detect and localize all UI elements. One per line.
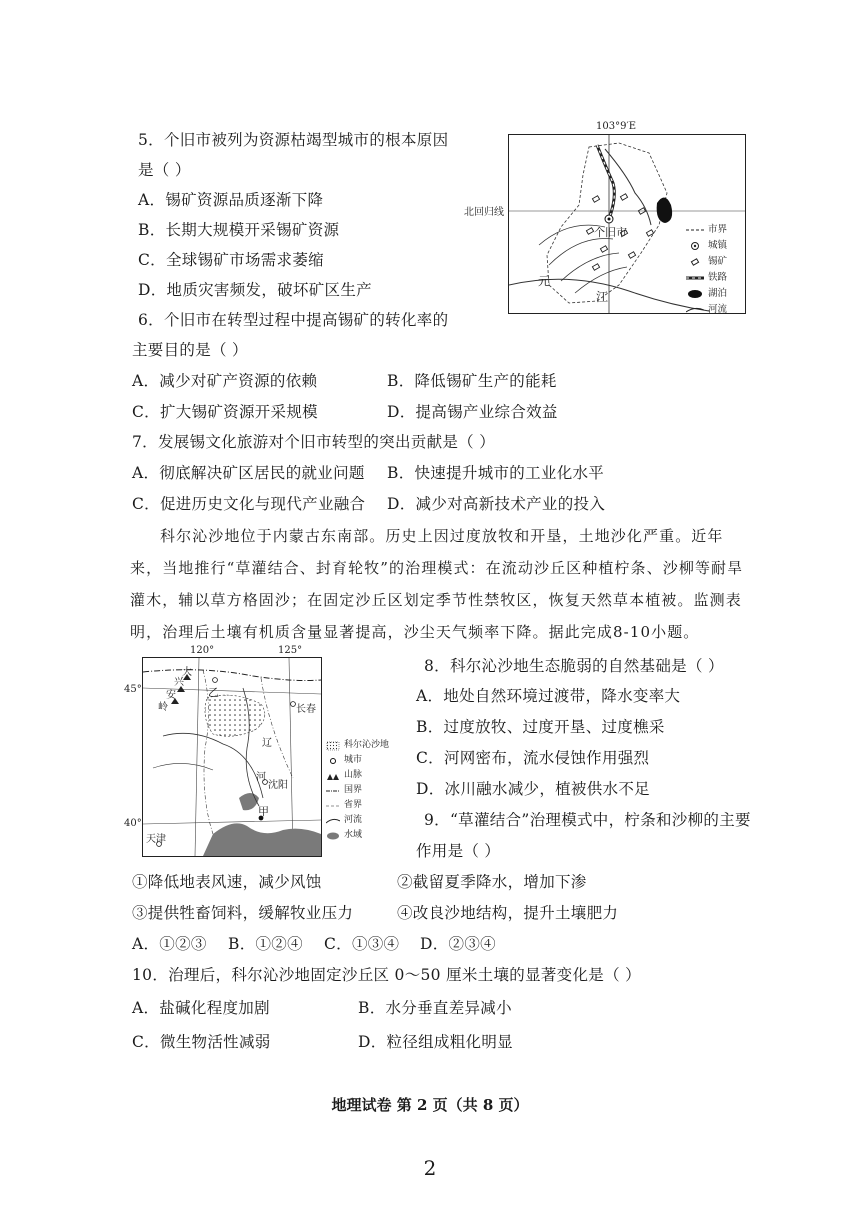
q9-statement-1: ①降低地表风速，减少风蚀 xyxy=(132,873,322,891)
q10-stem: 10．治理后，科尔沁沙地固定沙丘区 0～50 厘米土壤的显著变化是（ ） xyxy=(132,966,641,984)
q6-option-c: C．扩大锡矿资源开采规模 xyxy=(132,403,318,421)
map2-legend xyxy=(326,738,389,843)
q9-stem-line2: 作用是（ ） xyxy=(416,842,501,860)
map2-place-tianjin: 天津 xyxy=(146,834,166,845)
legend-tin-mine: 锡矿 xyxy=(708,256,728,267)
legend-railway: 铁路 xyxy=(708,272,728,283)
q8-option-b: B．过度放牧、过度开垦、过度樵采 xyxy=(416,718,665,736)
legend-water: 水域 xyxy=(344,830,363,840)
map2-lon-120-label: 120° xyxy=(190,645,215,656)
map2-place-liao: 辽 xyxy=(262,738,272,749)
q5-stem-line2: 是（ ） xyxy=(138,161,191,179)
q9-stem-line1: 9．“草灌结合”治理模式中，柠条和沙柳的主要 xyxy=(424,811,751,829)
map1-legend xyxy=(686,222,727,318)
q8-option-c: C．河网密布，流水侵蚀作用强烈 xyxy=(416,749,650,767)
q9-statement-2: ②截留夏季降水，增加下渗 xyxy=(397,873,587,891)
map2-place-yi: 乙 xyxy=(208,686,219,699)
map2-lat-40-label: 40° xyxy=(124,818,142,829)
map2-place-jia: 甲 xyxy=(258,805,269,818)
q8-option-d: D．冰川融水减少，植被供水不足 xyxy=(416,780,650,798)
q6-option-d: D．提高锡产业综合效益 xyxy=(387,403,558,421)
legend-town: 城镇 xyxy=(708,240,728,251)
page-number: 2 xyxy=(423,1156,437,1180)
legend-mountain: 山脉 xyxy=(344,770,363,780)
q5-option-b: B．长期大规模开采锡矿资源 xyxy=(138,221,340,239)
map2-place-shenyang: 沈阳 xyxy=(268,780,288,791)
q6-stem-line2: 主要目的是（ ） xyxy=(132,341,248,359)
map1-river-char1: 元 xyxy=(538,274,551,288)
q9-option-b: B．①②④ xyxy=(228,935,303,953)
map2-place-he: 河 xyxy=(256,772,266,783)
q10-option-b: B．水分垂直差异减小 xyxy=(358,999,512,1017)
legend-city-boundary: 市界 xyxy=(708,224,728,235)
map1-river-char2: 江 xyxy=(596,290,609,304)
page-footer: 地理试卷 第 2 页（共 8 页） xyxy=(331,1096,529,1114)
q5-option-d: D．地质灾害频发，破坏矿区生产 xyxy=(138,281,372,299)
q10-option-d: D．粒径组成粗化明显 xyxy=(358,1033,513,1051)
map2-place-ling: 岭 xyxy=(158,702,168,713)
q7-option-c: C．促进历史文化与现代产业融合 xyxy=(132,495,366,513)
map2-place-da: 大 xyxy=(182,667,192,678)
q5-option-c: C．全球锡矿市场需求萎缩 xyxy=(138,251,324,269)
map2-lat-45-label: 45° xyxy=(124,684,142,695)
legend-national-border: 国界 xyxy=(344,785,363,795)
q8-stem: 8．科尔沁沙地生态脆弱的自然基础是（ ） xyxy=(424,657,724,675)
q9-statement-3: ③提供牲畜饲料，缓解牧业压力 xyxy=(132,904,354,922)
legend-provincial-border: 省界 xyxy=(344,800,363,810)
q9-option-d: D．②③④ xyxy=(420,935,496,953)
q7-option-a: A．彻底解决矿区居民的就业问题 xyxy=(132,464,365,482)
legend-river2: 河流 xyxy=(344,815,363,825)
legend-sandy-land: 科尔沁沙地 xyxy=(344,740,390,750)
q9-option-c: C．①③④ xyxy=(324,935,400,953)
q6-option-b: B．降低锡矿生产的能耗 xyxy=(387,372,557,390)
q9-option-a: A．①②③ xyxy=(132,935,207,953)
q6-option-a: A．减少对矿产资源的依赖 xyxy=(132,372,318,390)
map2-place-xing: 兴 xyxy=(174,677,184,688)
legend-city: 城市 xyxy=(344,755,363,765)
q7-option-d: D．减少对高新技术产业的投入 xyxy=(387,495,606,513)
q6-stem-line1: 6．个旧市在转型过程中提高锡矿的转化率的 xyxy=(138,311,449,329)
q10-option-c: C．微生物活性减弱 xyxy=(132,1033,271,1051)
q8-option-a: A．地处自然环境过渡带，降水变率大 xyxy=(416,687,681,705)
map2-place-changchun: 长春 xyxy=(296,704,316,715)
q10-option-a: A．盐碱化程度加剧 xyxy=(132,999,270,1017)
q9-statement-4: ④改良沙地结构，提升土壤肥力 xyxy=(397,904,619,922)
q7-stem: 7．发展锡文化旅游对个旧市转型的突出贡献是（ ） xyxy=(132,433,495,451)
passage-text: 科尔沁沙地位于内蒙古东南部。历史上因过度放牧和开垦，土地沙化严重。近年来，当地推行“草灌结合、封育轮牧”的治理模式：在流动沙丘区种植柠条、沙柳等耐旱灌木，辅以草方格固沙；在固定沙丘区划定季节性禁牧区，恢复天然草本植被。监测表明，治理后土壤有机质含量显著提高，沙尘天气频率下降。据此完成8-10小题。 xyxy=(130,527,744,641)
map1-tropic-label: 北回归线 xyxy=(464,207,504,218)
q7-option-b: B．快速提升城市的工业化水平 xyxy=(387,464,605,482)
map1-longitude-label: 103°9′E xyxy=(596,121,637,132)
q5-stem-line1: 5．个旧市被列为资源枯竭型城市的根本原因 xyxy=(138,131,449,149)
map2-lon-125-label: 125° xyxy=(278,645,303,656)
q5-option-a: A．锡矿资源品质逐渐下降 xyxy=(138,191,324,209)
legend-river: 河流 xyxy=(708,304,728,315)
map2-place-an: 安 xyxy=(166,690,176,701)
legend-lake: 湖泊 xyxy=(708,288,728,299)
map1-city-label: 个旧市 xyxy=(594,226,627,239)
